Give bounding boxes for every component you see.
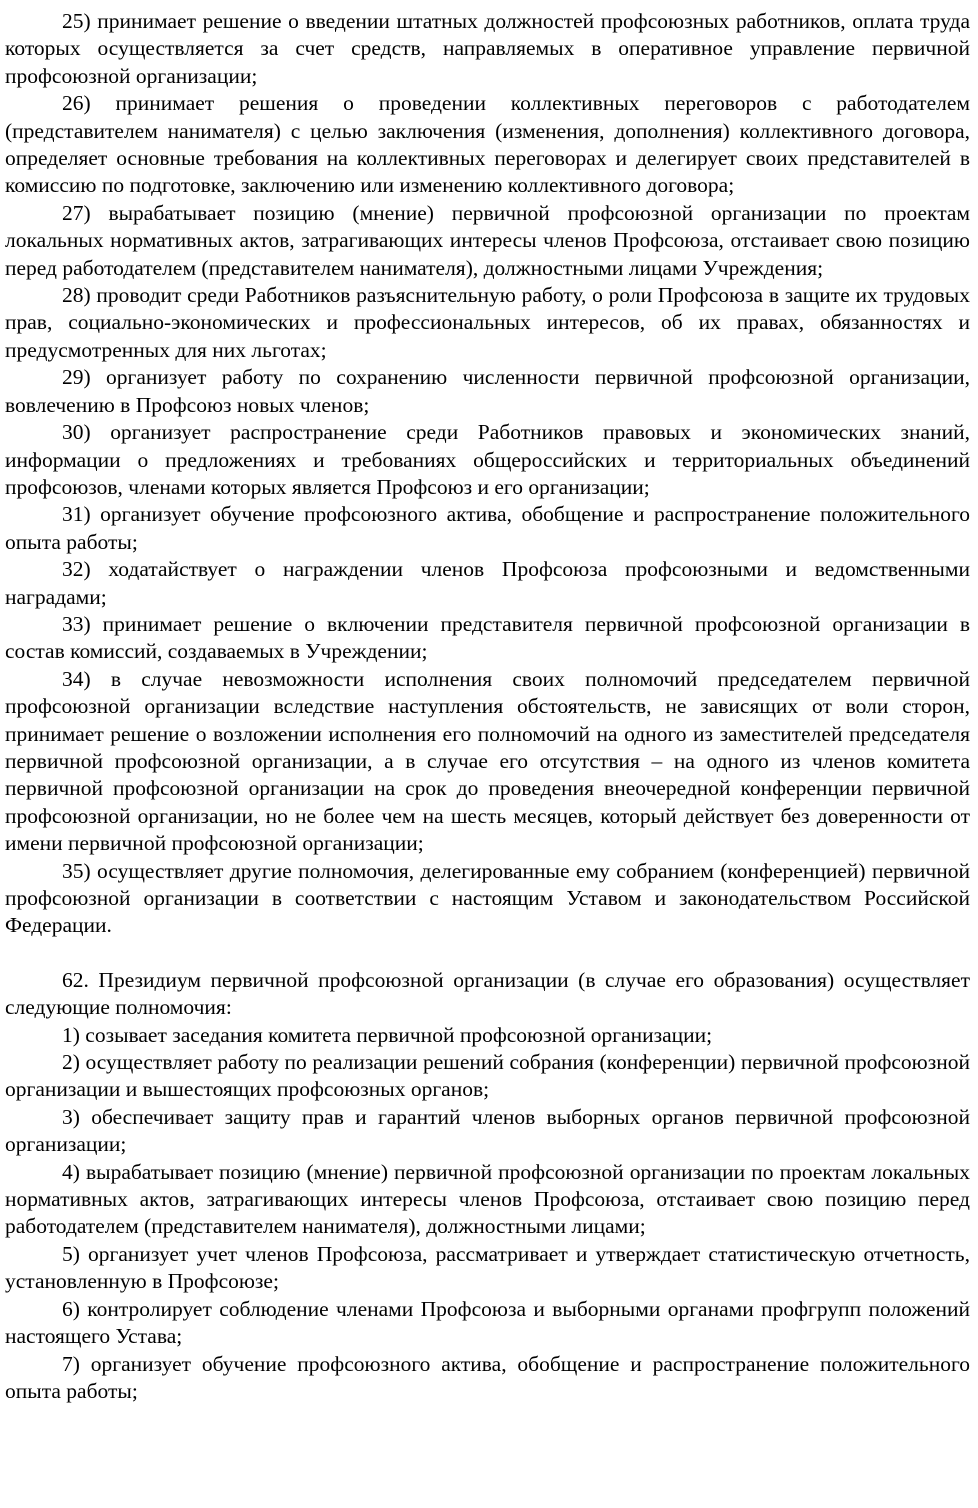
section-62-item-2: 2) осуществляет работу по реализации решений собрания (конференции) первичной профсоюзной организации и вышестоящих профсоюзных органов; (5, 1050, 970, 1102)
item-34: 34) в случае невозможности исполнения своих полномочий председателем первичной профсоюзной организации вследствие наступления обстоятельств, не зависящих от воли сторон, принимает решение о возложении исполнения его полномочий на одного из заместителей председателя первичной профсоюзной организации, а в случае его отсутствия – на одного из членов комитета первичной профсоюзной организации на срок до проведения внеочередной конференции первичной профсоюзной организации, но не более чем на шесть месяцев, который действует без доверенности от имени первичной профсоюзной организации; (5, 666, 970, 856)
section-62-item-6: 6) контролирует соблюдение членами Профсоюза и выборными органами профгрупп положений настоящего Устава; (5, 1296, 970, 1349)
item-26: 26) принимает решения о проведении коллективных переговоров с работодателем (представителем нанимателя) с целью заключения (изменения, дополнения) коллективного договора, определяет основные требования на коллективных переговорах и делегирует своих представителей в комиссию по подготовке, заключению или изменению коллективного договора; (5, 91, 970, 198)
item-31: 31) организует обучение профсоюзного актива, обобщение и распространение положительного опыта работы; (5, 502, 970, 554)
item-27: 27) вырабатывает позицию (мнение) первичной профсоюзной организации по проектам локальных нормативных актов, затрагивающих интересы членов Профсоюза, отстаивает свою позицию перед работодателем (представителем нанимателя), должностными лицами Учреждения; (5, 200, 970, 280)
item-25: 25) принимает решение о введении штатных должностей профсоюзных работников, оплата труда которых осуществляется за счет средств, направляемых в оперативное управление первичной профсоюзной организации; (5, 9, 970, 88)
item-35: 35) осуществляет другие полномочия, делегированные ему собранием (конференцией) первичной профсоюзной организации в соответствии с настоящим Уставом и законодательством Российской Федерации. (5, 858, 970, 938)
section-spacer (5, 940, 970, 967)
section-62-item-3: 3) обеспечивает защиту прав и гарантий членов выборных органов первичной профсоюзной организации; (5, 1104, 970, 1157)
item-33: 33) принимает решение о включении представителя первичной профсоюзной организации в состав комиссий, создаваемых в Учреждении; (5, 611, 970, 664)
section-62-heading: 62. Президиум первичной профсоюзной организации (в случае его образования) осуществляет следующие полномочия: (5, 967, 970, 1020)
section-62-item-5: 5) организует учет членов Профсоюза, рассматривает и утверждает статистическую отчетность, установленную в Профсоюзе; (5, 1241, 970, 1294)
section-62-item-7: 7) организует обучение профсоюзного актива, обобщение и распространение положительного опыта работы; (5, 1351, 970, 1403)
item-30: 30) организует распространение среди Работников правовых и экономических знаний, информации о предложениях и требованиях общероссийских и территориальных объединений профсоюзов, членами которых является Профсоюз и его организации; (5, 420, 970, 499)
section-62-item-4: 4) вырабатывает позицию (мнение) первичной профсоюзной организации по проектам локальных нормативных актов, затрагивающих интересы членов Профсоюза, отстаивает свою позицию перед работодателем (представителем нанимателя), должностными лицами; (5, 1159, 970, 1239)
item-29: 29) организует работу по сохранению численности первичной профсоюзной организации, вовлечению в Профсоюз новых членов; (5, 365, 970, 417)
item-28: 28) проводит среди Работников разъяснительную работу, о роли Профсоюза в защите их трудовых прав, социально-экономических и профессиональных интересов, об их правах, обязанностях и предусмотренных для них льготах; (5, 283, 970, 362)
section-62-item-1: 1) созывает заседания комитета первичной профсоюзной организации; (62, 1022, 713, 1047)
item-32: 32) ходатайствует о награждении членов Профсоюза профсоюзными и ведомственными наградами; (5, 557, 970, 609)
